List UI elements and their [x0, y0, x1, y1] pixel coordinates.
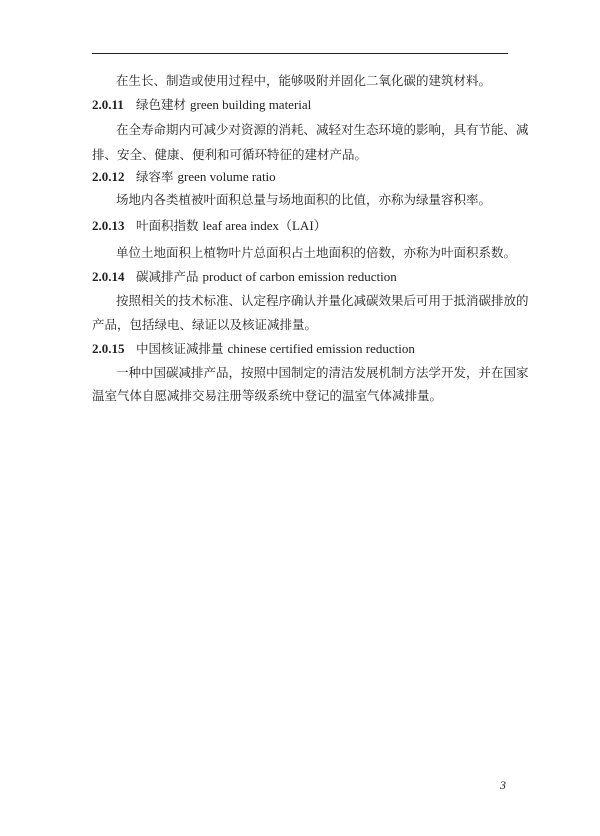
- term-en: product of carbon emission reduction: [202, 269, 397, 284]
- term-en: chinese certified emission reduction: [227, 341, 415, 356]
- term-number: 2.0.15: [92, 341, 125, 356]
- term-number: 2.0.11: [92, 97, 124, 112]
- term-number: 2.0.12: [92, 169, 125, 184]
- term-heading: [92, 169, 512, 185]
- body-text: 产品，包括绿电、绿证以及核证减排量。: [92, 317, 318, 332]
- term-zh: 叶面积指数: [135, 218, 199, 233]
- term-en: green building material: [189, 97, 312, 112]
- term-zh: 中国核证减排量: [135, 341, 224, 356]
- term-zh: 绿容率: [135, 169, 174, 184]
- body-text: 在全寿命期内可减少对资源的消耗、减轻对生态环境的影响，具有节能、减: [116, 122, 529, 137]
- term-zh: 绿色建材: [135, 97, 186, 112]
- body-text: 排、安全、健康、便利和可循环特征的建材产品。: [92, 147, 368, 162]
- term-heading: [92, 97, 512, 113]
- term-zh: 碳减排产品: [135, 269, 199, 284]
- body-text: 单位土地面积上植物叶片总面积占土地面积的倍数，亦称为叶面积系数。: [116, 245, 517, 260]
- term-en: green volume ratio: [177, 169, 276, 184]
- term-heading: [92, 218, 512, 234]
- body-text: 温室气体自愿减排交易注册等级系统中登记的温室气体减排量。: [92, 388, 443, 403]
- term-number: 2.0.13: [92, 218, 125, 233]
- body-text: 一种中国碳减排产品，按照中国制定的清洁发展机制方法学开发，并在国家: [116, 365, 529, 380]
- term-en: leaf area index（LAI）: [202, 218, 327, 233]
- body-text: 场地内各类植被叶面积总量与场地面积的比值，亦称为绿量容积率。: [116, 192, 492, 207]
- term-heading: [92, 269, 512, 285]
- header-rule: [92, 53, 508, 54]
- term-heading: [92, 341, 512, 357]
- body-text: 按照相关的技术标准、认定程序确认并量化减碳效果后可用于抵消碳排放的: [116, 293, 529, 308]
- term-number: 2.0.14: [92, 269, 125, 284]
- page-number: 3: [500, 778, 506, 792]
- body-text: 在生长、制造或使用过程中，能够吸附并固化二氧化碳的建筑材料。: [116, 73, 492, 88]
